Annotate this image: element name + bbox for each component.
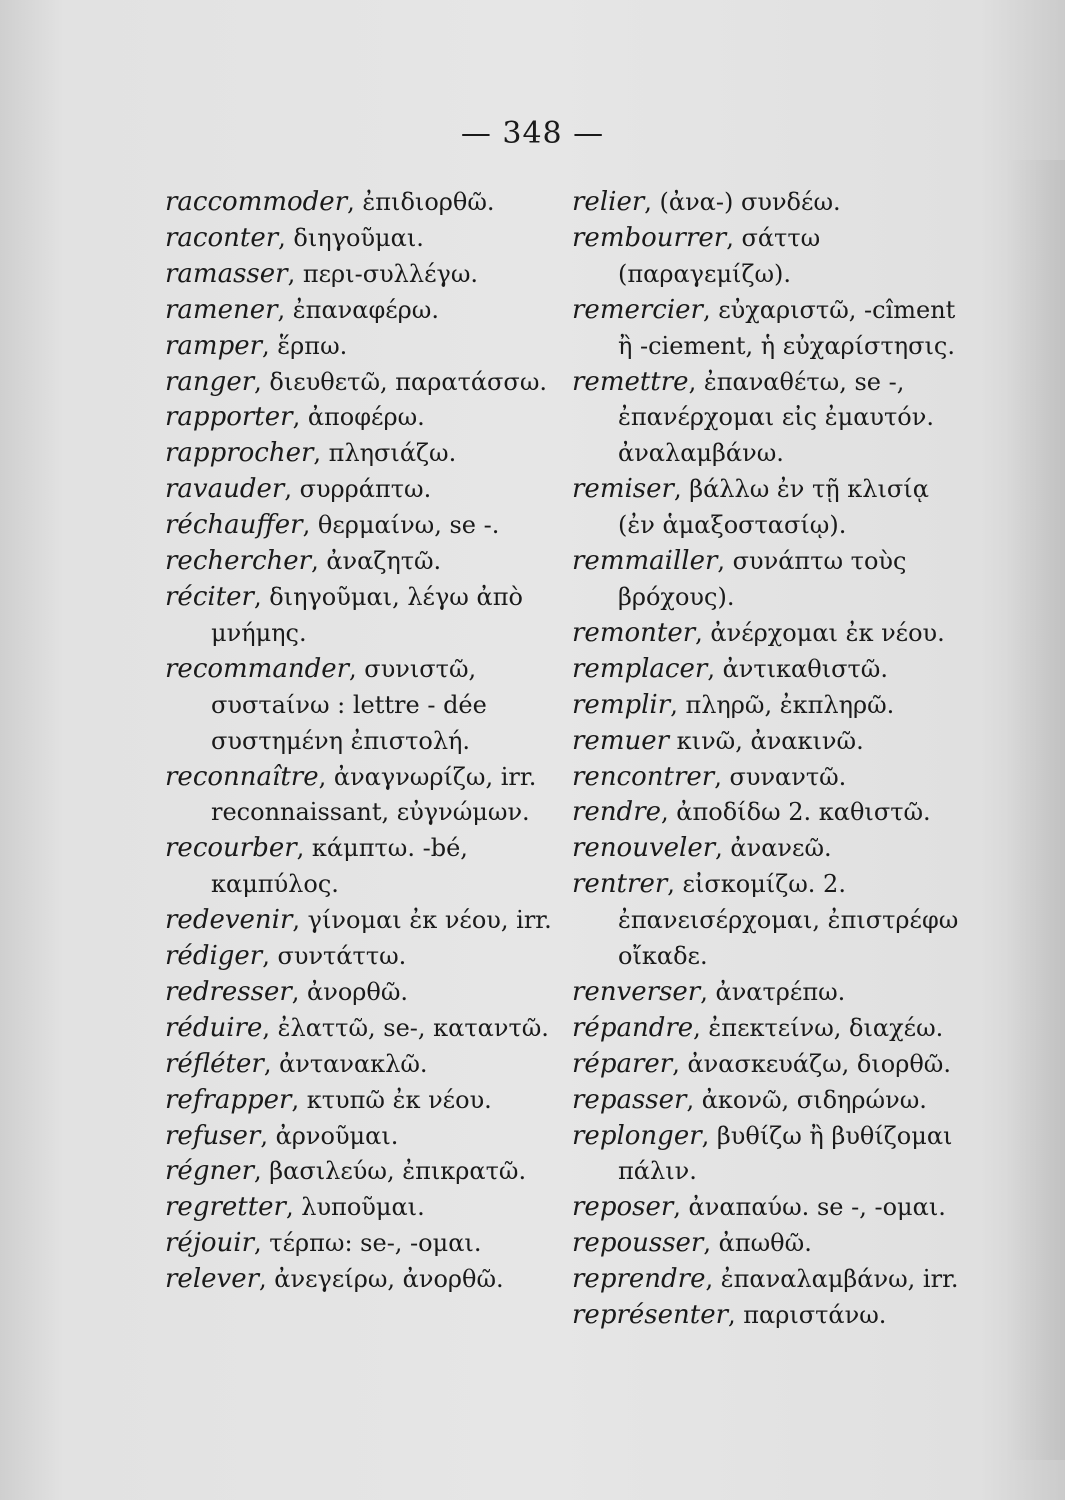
entry-headword: réduire (165, 1012, 263, 1043)
dictionary-entry (572, 688, 972, 724)
entry-definition: , ἀντικαθιστῶ. (707, 654, 888, 683)
dictionary-entry (165, 903, 560, 939)
entry-headword: ramasser (165, 258, 288, 289)
entry-headword: recommander (165, 653, 350, 684)
dictionary-entry (572, 795, 972, 831)
entry-headword: reprendre (572, 1264, 706, 1295)
entry-definition: , κτυπῶ ἐκ νέου. (291, 1085, 492, 1114)
dictionary-entry (165, 544, 560, 580)
entry-headword: rendre (572, 797, 662, 828)
dictionary-entry (572, 1047, 972, 1083)
dictionary-entry (165, 293, 560, 329)
entry-definition: , λυποῦμαι. (286, 1193, 425, 1222)
entry-headword: redevenir (165, 905, 293, 936)
dictionary-entry (572, 472, 972, 544)
dictionary-entry (572, 867, 972, 975)
dictionary-entry (572, 760, 972, 796)
entry-definition: , ἀκονῶ, σιδηρώνω. (686, 1085, 927, 1114)
dictionary-entry (165, 400, 560, 436)
dictionary-entry (572, 1083, 972, 1119)
entry-headword: rembourrer (572, 222, 727, 253)
entry-headword: ranger (165, 366, 255, 397)
entry-headword: remercier (572, 294, 703, 325)
page-shadow (1005, 160, 1065, 1460)
entry-headword: remplir (572, 689, 671, 720)
entry-headword: reconnaître (165, 761, 319, 792)
entry-headword: remuer (572, 725, 670, 756)
entry-definition: , ἐπαναλαμβάνω, irr. (705, 1265, 959, 1294)
entry-headword: rechercher (165, 546, 312, 577)
entry-definition: , ἕρπω. (262, 331, 348, 360)
entry-headword: renverser (572, 976, 701, 1007)
dictionary-entry (165, 1190, 560, 1226)
entry-definition: , ἐπαναφέρω. (277, 295, 439, 324)
entry-definition: , σάττω (παραγεμίζω). (618, 223, 821, 288)
dictionary-entry (165, 580, 560, 652)
dictionary-entry (165, 436, 560, 472)
dictionary-entry (165, 760, 560, 832)
entry-definition: , διηγοῦμαι. (278, 223, 424, 252)
dictionary-entry (165, 329, 560, 365)
entry-definition: , συναντῶ. (714, 762, 847, 791)
entry-definition: , ἐπεκτείνω, διαχέω. (693, 1013, 944, 1042)
dictionary-entry (572, 293, 972, 365)
entry-headword: rédiger (165, 941, 263, 972)
entry-headword: rencontrer (572, 761, 715, 792)
entry-headword: réparer (572, 1048, 673, 1079)
entry-headword: repousser (572, 1228, 704, 1259)
entry-definition: , διευθετῶ, παρατάσσω. (254, 367, 548, 396)
dictionary-entry (572, 1298, 972, 1334)
dictionary-entry (165, 221, 560, 257)
entry-definition: , βυθίζω ἢ βυθίζομαι πάλιν. (618, 1121, 953, 1186)
dictionary-entry (572, 1226, 972, 1262)
dictionary-entry (572, 616, 972, 652)
dictionary-entry (165, 1083, 560, 1119)
entry-definition: , ἀρνοῦμαι. (260, 1121, 399, 1150)
entry-definition: , πλησιάζω. (313, 439, 457, 468)
dictionary-entry (165, 1262, 560, 1298)
dictionary-entry (572, 185, 972, 221)
entry-definition: , ἀναπαύω. se -, -ομαι. (673, 1193, 946, 1222)
entry-headword: remplacer (572, 653, 708, 684)
entry-definition: , συνιστῶ, συστaίνω : lettre - dée συστημένη ἐπιστολή. (211, 654, 487, 755)
dictionary-entry (165, 185, 560, 221)
entry-definition: , διηγοῦμαι, λέγω ἀπὸ μνήμης. (211, 582, 523, 647)
entry-definition: , γίνομαι ἐκ νέου, irr. (292, 906, 552, 935)
page-number: — 348 — (460, 116, 605, 151)
entry-definition: , ἐπιδιορθῶ. (347, 188, 495, 216)
dictionary-entry (572, 365, 972, 473)
dictionary-entry (572, 1190, 972, 1226)
entry-definition: , συντάττω. (262, 942, 407, 971)
entry-definition: , θερμαίνω, se -. (302, 511, 500, 540)
entry-headword: réjouir (165, 1228, 255, 1259)
entry-headword: régner (165, 1156, 255, 1187)
entry-headword: ramper (165, 330, 263, 361)
entry-definition: , περι-συλλέγω. (287, 259, 479, 288)
entry-definition: , ἀνορθῶ. (291, 977, 409, 1006)
dictionary-entry (165, 1047, 560, 1083)
entry-definition: , εὐχαριστῶ, -cîment ἢ -ciement, ἡ εὐχαρίστησις. (618, 295, 956, 360)
entry-headword: refuser (165, 1120, 261, 1151)
entry-headword: refrapper (165, 1084, 292, 1115)
entry-headword: remettre (572, 366, 689, 397)
entry-headword: représenter (572, 1300, 729, 1331)
entry-headword: relever (165, 1264, 260, 1295)
entry-headword: remmailler (572, 546, 718, 577)
entry-definition: , πληρῶ, ἐκπληρῶ. (670, 690, 895, 719)
entry-definition: , συρράπτω. (284, 475, 432, 504)
entry-headword: rentrer (572, 869, 668, 900)
entry-definition: , παριστάνω. (728, 1301, 887, 1330)
dictionary-entry (572, 1119, 972, 1191)
dictionary-entry (572, 1011, 972, 1047)
entry-definition: , συνάπτω τοὺς βρόχους). (618, 547, 907, 611)
entry-definition: , βασιλεύω, ἐπικρατῶ. (254, 1157, 527, 1186)
entry-headword: raconter (165, 222, 279, 253)
entry-headword: repasser (572, 1084, 687, 1115)
entry-headword: réciter (165, 581, 254, 612)
left-column (165, 185, 560, 1298)
dictionary-entry (165, 975, 560, 1011)
dictionary-entry (572, 652, 972, 688)
entry-definition: , ἀνέρχομαι ἐκ νέου. (695, 618, 945, 647)
dictionary-entry (165, 508, 560, 544)
entry-definition: , (ἀνα-) συνδέω. (644, 188, 841, 216)
dictionary-entry (165, 1011, 560, 1047)
dictionary-entry (165, 831, 560, 903)
entry-headword: rapprocher (165, 438, 314, 469)
entry-headword: relier (572, 187, 645, 217)
entry-headword: renouveler (572, 833, 716, 864)
entry-headword: recourber (165, 833, 297, 864)
entry-definition: , εἰσκομίζω. 2. ἐπανεισέρχομαι, ἐπιστρέφω οἴκαδε. (618, 870, 959, 971)
entry-headword: redresser (165, 976, 292, 1007)
entry-definition: , ἀνατρέπω. (700, 977, 846, 1006)
dictionary-entry (572, 975, 972, 1011)
entry-definition: , ἀναγνωρίζω, irr. reconnaissant, εὐγνώμων. (211, 762, 537, 827)
entry-definition: , ἀναζητῶ. (311, 547, 442, 576)
entry-definition: κινῶ, ἀνακινῶ. (669, 726, 864, 755)
entry-headword: réfléter (165, 1048, 264, 1079)
entry-definition: , κάμπτω. -bé, καμπύλος. (211, 834, 468, 899)
right-column (572, 185, 972, 1334)
entry-definition: , ἀπωθῶ. (703, 1229, 812, 1258)
entry-definition: , ἀνεγείρω, ἀνορθῶ. (259, 1265, 504, 1294)
entry-headword: reposer (572, 1192, 674, 1223)
entry-definition: , τέρπω: se-, -ομαι. (254, 1229, 482, 1258)
dictionary-entry (572, 544, 972, 616)
entry-headword: remiser (572, 474, 674, 505)
dictionary-entry (572, 724, 972, 760)
entry-definition: , ἐπαναθέτω, se -, ἐπανέρχομαι εἰς ἐμαυτόν. ἀναλαμβάνω. (618, 367, 934, 468)
entry-headword: raccommoder (165, 187, 348, 217)
entry-definition: , ἀντανακλῶ. (263, 1049, 428, 1078)
entry-headword: ravauder (165, 474, 285, 505)
entry-definition: , ἀποδίδω 2. καθιστῶ. (661, 798, 931, 827)
dictionary-entry (165, 1154, 560, 1190)
dictionary-entry (165, 472, 560, 508)
entry-headword: réchauffer (165, 510, 303, 541)
dictionary-entry (572, 1262, 972, 1298)
entry-headword: remonter (572, 617, 696, 648)
entry-definition: , ἀποφέρω. (292, 403, 425, 432)
entry-definition: , ἀνασκευάζω, διορθῶ. (672, 1049, 951, 1078)
entry-headword: répandre (572, 1012, 694, 1043)
entry-headword: rapporter (165, 402, 293, 433)
entry-definition: , βάλλω ἐν τῇ κλισίᾳ (ἐν ἁμαξοστασίῳ). (618, 475, 929, 540)
dictionary-entry (572, 831, 972, 867)
dictionary-entry (165, 257, 560, 293)
dictionary-entry (165, 365, 560, 401)
entry-headword: ramener (165, 294, 278, 325)
dictionary-entry (165, 939, 560, 975)
entry-headword: replonger (572, 1120, 702, 1151)
dictionary-entry (572, 221, 972, 293)
dictionary-entry (165, 1119, 560, 1155)
entry-headword: regretter (165, 1192, 286, 1223)
dictionary-entry (165, 652, 560, 760)
entry-definition: , ἀνανεῶ. (715, 834, 832, 863)
dictionary-entry (165, 1226, 560, 1262)
entry-definition: , ἐλαττῶ, se-, καταντῶ. (262, 1013, 549, 1042)
